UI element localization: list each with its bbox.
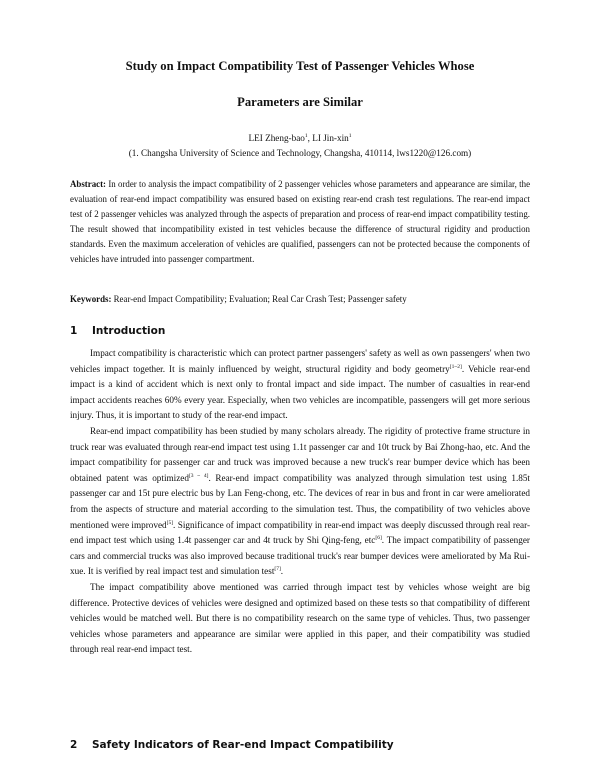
paragraph-text: . Rear-end impact compatibility was analyzed through simulation test using 1.85t passenger car and 15t pure electric bus by Lan Feng-chong, etc. The devices of rear in bus and front in car were ameliorated from the aspects of structure and material according to the simulation test. Thus, the compatibility of two vehicles above mentioned were improved [70,472,530,530]
paragraph-text: . [280,566,284,577]
section-number: 2 [70,739,78,751]
paragraph [70,346,530,424]
abstract [70,177,530,268]
paper-title-line-2: Parameters are Similar [237,95,363,109]
keywords-text: Rear-end Impact Compatibility; Evaluation; Real Car Crash Test; Passenger safety [113,294,407,304]
abstract-label: Abstract: [70,179,106,189]
paragraph-text: . Vehicle rear-end impact is a kind of accident which is next only to frontal impact and side impact. The number of casualties in rear-end impact accidents reaches 60% every year. Especially, when two vehicles are incompatible, passengers will get more serious injury. Thus, it is important to study of the rear-end impact. [70,363,530,421]
paragraph-text: Impact compatibility is characteristic which can protect partner passengers' safety as well as own passengers' when two vehicles impact together. It is mainly influenced by weight, structural rigidity and body geometry [70,348,530,374]
abstract-text: In order to analysis the impact compatibility of 2 passenger vehicles whose parameters and appearance are similar, the evaluation of rear-end impact compatibility was ensured based on existing rear-end crash test regulations. The rear-end impact test of 2 passenger vehicles was analyzed through the aspects of preparation and process of rear-end impact compatibility testing. The result showed that incompatibility existed in test vehicles because the difference of structural rigidity and production standards. Even the maximum acceleration of vehicles are qualified, passengers can not be protected because the components of vehicles have intruded into passenger compartment. [70,179,531,265]
section-title: Safety Indicators of Rear-end Impact Compatibility [92,739,394,751]
author-line [70,132,530,144]
citation: [7] [274,566,281,573]
author-separator: , [307,133,313,143]
citation: [1~2] [449,363,462,370]
affiliation: (1. Changsha University of Science and Technology, Changsha, 410114, lws1220@126.com) [128,148,472,158]
citation: [3 ~ 4] [188,472,209,479]
paragraph [70,424,530,580]
author-2: LI Jin-xin [312,133,349,143]
author-1-affiliation-mark: 1 [304,133,308,139]
author-1: LEI Zheng-bao [248,133,305,143]
paragraph-text: . The impact compatibility of passenger cars and commercial trucks was also improved because traditional truck's rear bumper devices were ameliorated by Ma Rui-xue. It is verified by real impact test and simulation test [70,535,530,577]
section-heading-safety-indicators [70,738,530,752]
paragraph-text: . Significance of impact compatibility in rear-end impact was deeply discussed through real rear-end impact test which using 1.4t passenger car and 4t truck by Shi Qing-feng, etc [70,519,531,546]
introduction-body [70,346,530,658]
keywords [70,293,530,305]
author-2-affiliation-mark: 1 [348,133,352,139]
section-heading-introduction [70,324,530,338]
citation: [6] [375,535,382,542]
section-title: Introduction [92,325,166,337]
section-number: 1 [70,325,78,337]
paragraph: The impact compatibility above mentioned was carried through impact test by vehicles whose weight are big difference. Protective devices of vehicles were designed and optimized based on these tests so that compatibility of different vehicles would be matched well. But there is no compatibility research on the same type of vehicles. Thus, two passenger vehicles whose parameters and appearance are similar were applied in this paper, and their compatibility was studied through real rear-end impact test. [70,581,530,655]
paper-title-line-1: Study on Impact Compatibility Test of Passenger Vehicles Whose [125,59,475,73]
keywords-label: Keywords: [70,294,112,304]
citation: [5] [166,519,174,526]
paragraph-text: Rear-end impact compatibility has been studied by many scholars already. The rigidity of protective frame structure in truck rear was evaluated through rear-end impact test using 1.1t passenger car and 10t truck by Bai Zhong-hao, etc. And the impact compatibility for passenger car and truck was improved because a new truck's rear bumper device which has been obtained patent was optimized [70,425,530,483]
